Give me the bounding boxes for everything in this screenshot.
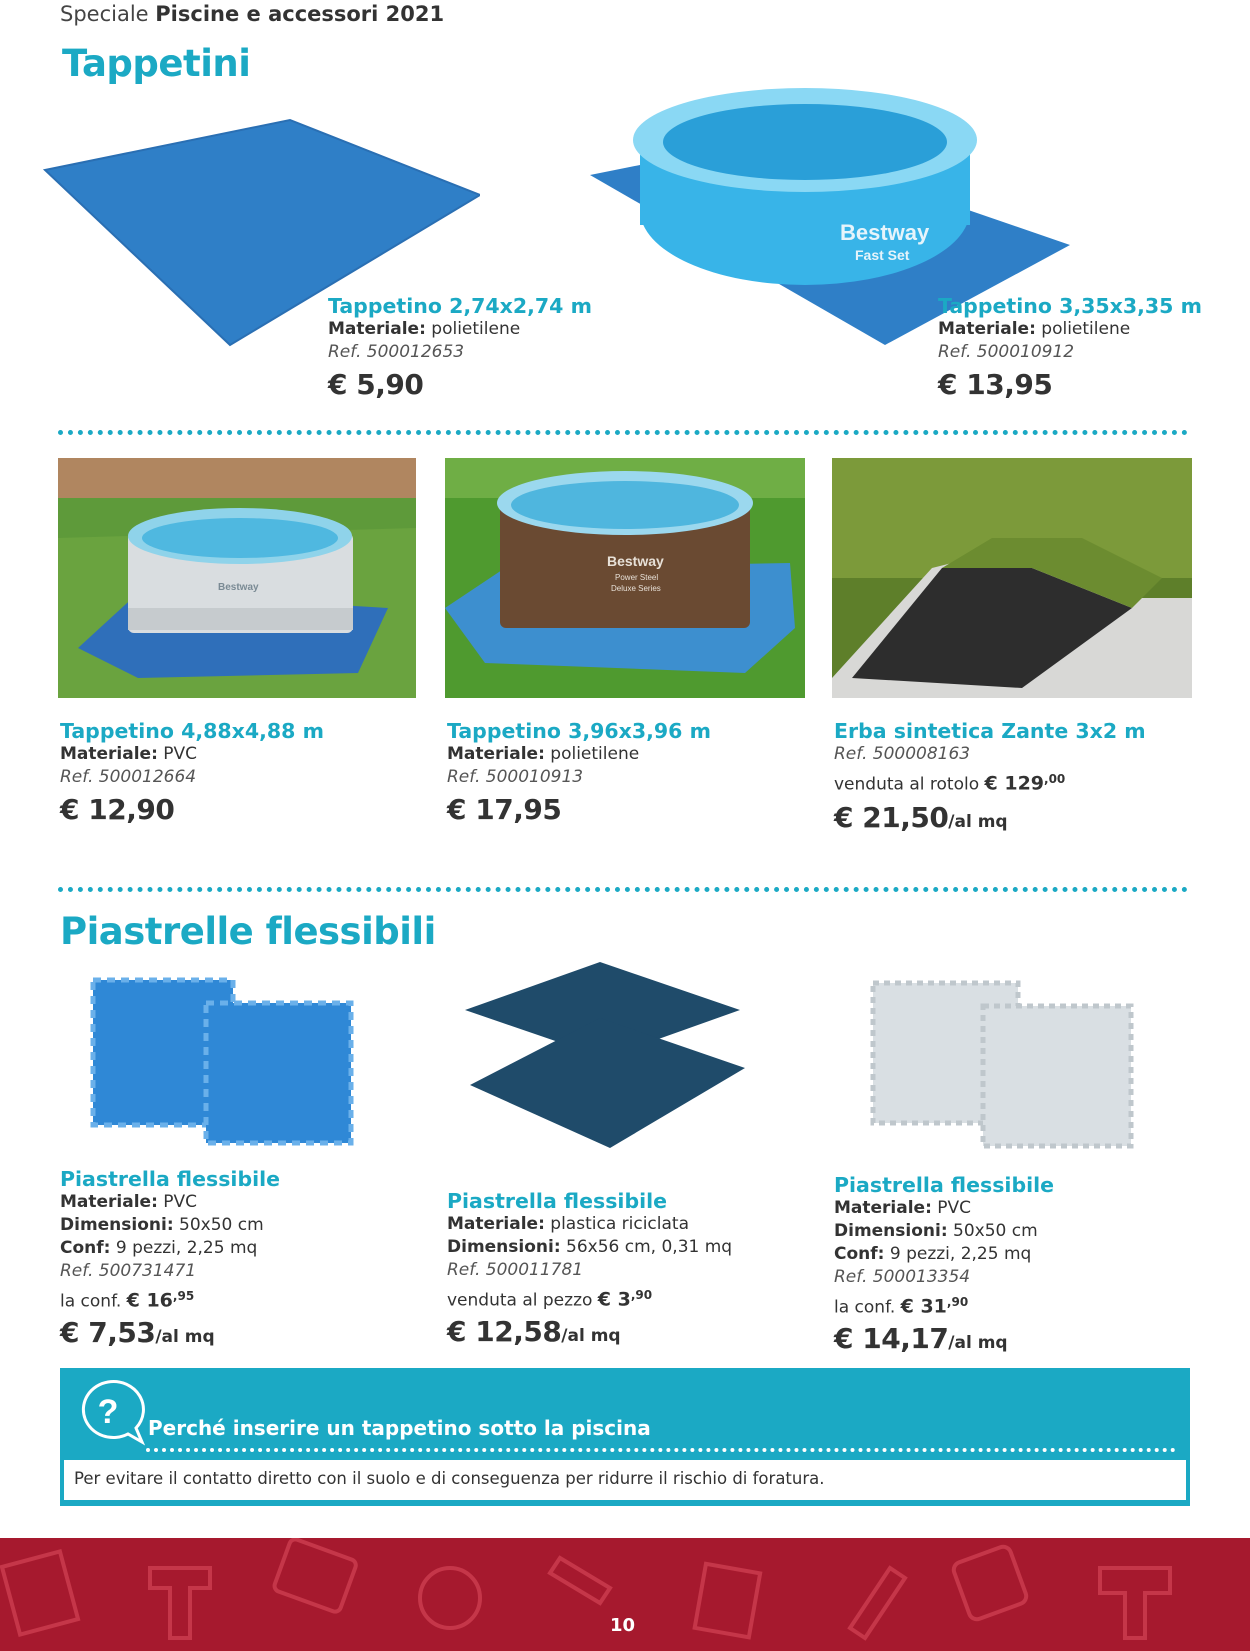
product-unit: /al mq [155,1326,215,1347]
product-materiale: PVC [937,1198,972,1218]
info-text: Per evitare il contatto diretto con il suolo e di conseguenza per ridurre il rischio di foratura. [74,1469,825,1488]
product-3 [60,719,324,826]
product-sub-price: € 129 [984,772,1045,795]
pool-photo-2-line1: Power Steel [615,573,659,582]
product-price: € 12,90 [60,793,175,826]
label-dimensioni: Dimensioni: [447,1237,561,1257]
product-1 [328,294,592,401]
info-dotted-divider [146,1448,1176,1452]
product-sub-cents: ,90 [946,1295,969,1309]
product-sub-label: venduta al rotolo [834,774,980,795]
product-title: Tappetino 3,96x3,96 m [447,719,711,743]
dotted-divider [58,887,1188,892]
product-unit: /al mq [561,1325,621,1346]
product-sub-label: la conf. [60,1291,122,1312]
product-title: Tappetino 4,88x4,88 m [60,719,324,743]
label-materiale: Materiale: [447,744,545,764]
product-materiale: polietilene [431,319,521,339]
product-ref: Ref. 500013354 [834,1267,971,1287]
product-title: Piastrella flessibile [834,1173,1055,1197]
header-title: Piscine e accessori 2021 [155,2,445,26]
product-8 [834,1173,1054,1355]
product-unit: /al mq [948,811,1008,832]
label-materiale: Materiale: [328,319,426,339]
pool-photo-2 [445,458,805,698]
product-sub-price: € 3 [597,1288,631,1311]
page-footer [0,1538,1250,1651]
product-ref: Ref. 500012664 [60,767,197,787]
pool-photo-1-brand: Bestway [218,582,259,593]
product-sub-label: venduta al pezzo [447,1290,593,1311]
product-price: € 21,50 [834,800,949,834]
product-dimensioni: 50x50 cm [179,1215,264,1235]
product-price: € 13,95 [938,368,1053,401]
product-price: € 17,95 [447,793,562,826]
product-title: Piastrella flessibile [447,1189,668,1213]
label-materiale: Materiale: [447,1214,545,1234]
label-conf: Conf: [834,1244,885,1264]
product-materiale: polietilene [1041,319,1131,339]
product-ref: Ref. 500010912 [938,342,1075,362]
page-number: 10 [610,1615,636,1636]
product-conf: 9 pezzi, 2,25 mq [889,1244,1032,1264]
label-materiale: Materiale: [60,1192,158,1212]
blue-tiles-image [88,975,358,1150]
product-ref: Ref. 500731471 [60,1261,197,1281]
label-dimensioni: Dimensioni: [834,1221,948,1241]
dark-tiles-image [460,960,750,1155]
question-icon [68,1376,148,1446]
product-ref: Ref. 500011781 [447,1260,584,1280]
product-unit: /al mq [948,1332,1008,1353]
product-title: Piastrella flessibile [60,1167,281,1191]
product-sub-cents: ,90 [630,1288,653,1302]
product-conf: 9 pezzi, 2,25 mq [115,1238,258,1258]
section-title-tappetini: Tappetini [62,42,251,85]
product-6 [60,1167,280,1349]
product-price: € 7,53 [60,1315,156,1349]
product-2 [938,294,1202,401]
product-materiale: plastica riciclata [550,1214,689,1234]
dotted-divider [58,430,1188,435]
artificial-grass-photo [832,458,1192,698]
label-materiale: Materiale: [938,319,1036,339]
pool-model-text: Fast Set [855,247,910,263]
label-materiale: Materiale: [60,744,158,764]
product-materiale: polietilene [550,744,640,764]
header-prefix: Speciale [60,2,149,26]
pool-photo-1 [58,458,416,698]
product-4 [447,719,711,826]
product-materiale: PVC [163,744,198,764]
product-dimensioni: 50x50 cm [953,1221,1038,1241]
product-dimensioni: 56x56 cm, 0,31 mq [566,1237,733,1257]
product-sub-cents: ,95 [172,1289,195,1303]
product-ref: Ref. 500008163 [834,744,971,764]
product-7 [447,1189,732,1348]
product-price: € 5,90 [328,368,424,401]
product-sub-price: € 31 [900,1295,947,1318]
product-title: Erba sintetica Zante 3x2 m [834,719,1146,743]
product-sub-label: la conf. [834,1297,896,1318]
pool-photo-2-line2: Deluxe Series [611,584,661,593]
pool-photo-2-brand: Bestway [607,553,664,569]
product-title: Tappetino 2,74x2,74 m [328,294,592,318]
info-body [64,1460,1186,1500]
pool-brand-text: Bestway [840,220,930,245]
info-box [60,1368,1190,1506]
product-sub-price: € 16 [126,1289,173,1312]
product-5 [834,719,1146,834]
product-price: € 12,58 [447,1314,562,1348]
label-materiale: Materiale: [834,1198,932,1218]
product-ref: Ref. 500012653 [328,342,465,362]
product-materiale: PVC [163,1192,198,1212]
product-price: € 14,17 [834,1321,949,1355]
question-glyph: ? [97,1393,119,1431]
product-title: Tappetino 3,35x3,35 m [938,294,1202,318]
section-title-piastrelle: Piastrelle flessibili [60,910,436,953]
page-header [60,2,444,26]
info-title: Perché inserire un tappetino sotto la piscina [148,1416,651,1440]
grey-tiles-image [868,978,1138,1150]
label-dimensioni: Dimensioni: [60,1215,174,1235]
label-conf: Conf: [60,1238,111,1258]
product-sub-cents: ,00 [1044,772,1066,786]
product-ref: Ref. 500010913 [447,767,584,787]
